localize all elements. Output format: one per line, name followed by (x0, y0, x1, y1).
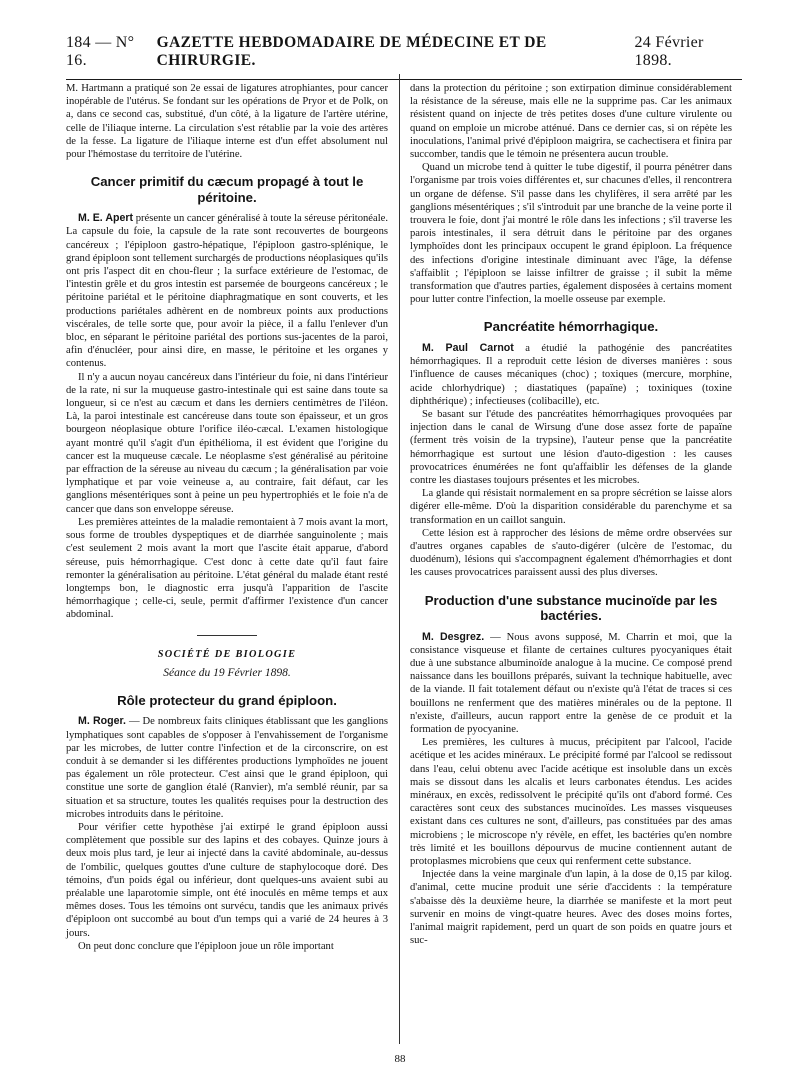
author-roger: M. Roger. (78, 715, 126, 728)
epiploon-continuation-2: Quand un microbe tend à quitter le tube digestif, il pourra pénétrer dans l'organisme par trois voies différentes et, sur chacunes d'elles, il rencontrera un organe de défense. S'il passe dans les chylifères, il sera arrêté par les ganglions mésentériques ; s'il s'introduit par une branche de la veine porte il trouvera le foie, dont j'ai montré le rôle dans les infections ; s'il traverse les parois intestinales, il sera détruit dans le péritoine par des organes lymphoïdes dont les principaux occupent le grand épiploon. La fréquence des infections d'origine intestinale diminuant avec l'âge, la défense s'affaiblit ; l'épiploon se laisse infiltrer de graisse ; il subit la même transformation que d'autres parties, également disposées à certains moment pour lutter contre l'infection, la moelle osseuse par exemple. (410, 162, 732, 306)
page-number: 88 (394, 1053, 406, 1065)
epiploon-paragraph-1 (66, 715, 388, 821)
page-issue-number: 184 — N° 16. (66, 34, 135, 69)
mucinoide-paragraph-1 (410, 631, 732, 737)
society-separator (197, 635, 257, 636)
pancreatite-paragraph-1-text: a étudié la pathogénie des pancréatites hémorrhagiques. Il a reproduit cette lésion de diverses manières : sous l'influence de causes mécaniques (choc) ; toxiques (mercure, morphine, acide chlorhydrique) ; diastatiques (papaïne) ; toxiniques (toxine diphthérique) ; infectieuses (colibacille), etc. (410, 342, 732, 407)
issue-date: 24 Février 1898. (634, 34, 704, 69)
epiploon-paragraph-1-text: — De nombreux faits cliniques établissant que les ganglions lymphatiques sont capables de s'opposer à l'envahissement de l'organisme par les microbes, de lutter contre l'infection et de la circonscrire, on est conduit à se demander si les différentes productions lymphoïdes ne jouent pas également un rôle protecteur. C'est ainsi que le grand épiploon, qui constitue une sorte de ganglion étalé (Ranvier), m'a semblé réunir, par sa situation et sa structure, toutes les qualités requises pour la destruction des microbes introduits dans le péritoine. (66, 716, 388, 820)
right-column (410, 82, 732, 947)
two-column-body (66, 74, 742, 1044)
hartmann-paragraph: M. Hartmann a pratiqué son 2e essai de ligatures atrophiantes, pour cancer inopérable de l'utérus. Se fondant sur les opérations de Pryor et de Polk, on a, dans ce second cas, substitué, d'un côté, à la ligature de l'artère utérine, celle de l'iliaque interne. La circulation s'est rétablie par la voie des artères de la fesse. La ligature de l'iliaque interne est d'un effet absolument nul pour l'hémostase du territoire de l'utérine. (66, 83, 388, 161)
left-column (66, 82, 388, 953)
column-divider (399, 74, 400, 1044)
mucinoide-paragraph-1-text: — Nous avons supposé, M. Charrin et moi, que la consistance visqueuse et filante de certaines cultures pyocyaniques était due à une substance albuminoïde analogue à la mucine. Ce composé prend naissance dans les bouillons préparés, suivant la technique habituelle, avec de la viande. Il fait totalement défaut ou n'existe qu'à l'état de traces si ces bouillons ne renferment que des matières minérales ou de la peptone. Il n'existe, d'ailleurs, aucun rapport entre la genèse de ce produit et la formation de pyocyanine. (410, 631, 732, 736)
cancer-paragraph-1 (66, 212, 388, 370)
epiploon-paragraph-3: On peut donc conclure que l'épiploon joue un rôle important (78, 940, 334, 952)
author-apert: M. E. Apert (78, 212, 133, 225)
journal-page (66, 34, 742, 952)
society-name: SOCIÉTÉ DE BIOLOGIE (157, 648, 297, 660)
session-date: Séance du 19 Février 1898. (163, 666, 291, 679)
epiploon-paragraph-2: Pour vérifier cette hypothèse j'ai extirpé le grand épiploon aussi complètement que possible sur des lapins et des cobayes. Quinze jours à deux mois plus tard, je leur ai injecté dans la cavité abdominale, au-dessus de l'ombilic, quelques gouttes d'une culture de staphylocoque doré. Des témoins, d'un poids égal ou inférieur, dont quelques-uns avaient subi au préalable une laparotomie simple, ont été inoculés en même temps et aux mêmes doses. Tous les témoins ont survécu, tandis que les animaux privés d'épiploon ont succombé au bout d'un temps qui a varié de 24 heures à 3 jours. (66, 822, 388, 939)
cancer-section-title: Cancer primitif du cæcum propagé à tout le péritoine. (90, 174, 364, 205)
mucinoide-paragraph-2: Les premières, les cultures à mucus, précipitent par l'alcool, l'acide acétique et les acides minéraux. Le précipité formé par l'alcool se redissout dans l'eau, celui obtenu avec l'acide acétique est insoluble dans un excès mais se dissout dans les alcalis et leurs carbonates étendus. Les acides minéraux, en excès, redissolvent le précipité qu'ils ont d'abord formé. Ces caractères sont ceux des substances mucinoïdes. Les masses visqueuses existant dans ces cultures ne sont, d'ailleurs, pas constituées par des amas microbiens ; le microscope n'y révèle, en effet, les bactéries qu'en nombre très limité et les bouillons dépourvus de mucine contiennent autant de protoplasmes microbiens que ceux qui renferment cette substance. (410, 737, 732, 868)
cancer-paragraph-2: Il n'y a aucun noyau cancéreux dans l'intérieur du foie, ni dans l'intérieur de la rate, ni sur la muqueuse gastro-intestinale qui est saine dans toute sa longueur, si ce n'est au cæcum et dans les derniers centimètres de l'iléon. Là, la paroi intestinale est cancéreuse dans toute son épaisseur, et un gros bourgeon néoplasique obture l'orifice iléo-cæcal. L'examen histologique ayant montré qu'il s'agit d'un épithélioma, il est évident que l'origine du cancer est la muqueuse cæcale. Le néoplasme s'est généralisé au péritoine par effraction de la séreuse au niveau du cæcum ; la généralisation par voie lymphatique et par voie veineuse a, au contraire, fait défaut, car les ganglions mésentériques sont à peine un peu hypertrophiés et le foie n'a de cancer que dans son enveloppe séreuse. (66, 371, 388, 515)
author-carnot: M. Paul Carnot (422, 341, 514, 354)
journal-title: GAZETTE HEBDOMADAIRE DE MÉDECINE ET DE CHIRURGIE. (156, 34, 547, 69)
cancer-paragraph-3: Les premières atteintes de la maladie remontaient à 7 mois avant la mort, sous forme de troubles dyspeptiques et de diarrhée sanguinolente ; mais c'est seulement 2 mois avant la mort que l'ascite était apparue, d'abord séreuse, puis hémorrhagique. C'est donc à cette date qu'il faut faire remonter la généralisation au péritoine. L'état général du malade étant resté longtemps bon, le diagnostic erra jusqu'à l'apparition de l'ascite hémorrhagique ; celle-ci, seule, permit d'affirmer l'existence d'un cancer abdominal. (66, 516, 388, 621)
epiploon-continuation-1: dans la protection du péritoine ; son extirpation diminue considérablement la résistance de la séreuse, mais elle ne la supprime pas. Car les animaux résistent quand on injecte de très petites doses d'une culture virulente ou quand on emploie un microbe atténué. Dans ce dernier cas, si on répète les inoculations, l'animal privé d'épiploon maigrira, se cachectisera et finira par succomber, tandis que le témoin ne présentera aucun trouble. (410, 83, 732, 161)
pancreatite-paragraph-3: La glande qui résistait normalement en sa propre sécrétion se laisse alors digérer elle-même. D'où la disparition considérable du parenchyme et sa transformation en un caillot sanguin. (410, 488, 732, 526)
pancreatite-paragraph-1 (410, 342, 732, 408)
running-head (66, 34, 742, 70)
pancreatite-section-title: Pancréatite hémorrhagique. (483, 319, 659, 335)
pancreatite-paragraph-4: Cette lésion est à rapprocher des lésions de même ordre observées sur d'autres organes capables de s'auto-digérer (ulcère de l'estomac, du duodénum), lésions qui s'accompagnent également d'hémorrhagies et dont les causes provocatrices paraissent aussi des plus diverses. (410, 527, 732, 579)
cancer-paragraph-1-text: présente un cancer généralisé à toute la séreuse péritonéale. La capsule du foie, la capsule de la rate sont recouvertes de bourgeons cancéreux ; l'épiploon gastro-hépatique, l'épiploon gastro-splénique, le grand épiploon sont tellement surchargés de productions néoplasiques qu'ils ont pris l'aspect dit en chou-fleur ; la surface extérieure de l'estomac, de l'intestin grêle et du gros intestin est parsemée de bourgeons cancéreux ; le péritoine pariétal et le péritoine diaphragmatique en sont couverts, et les productions pariétales adhèrent en de nombreux points aux productions viscérales, de telle sorte que, pour avoir la pièce, il a fallu l'enlever d'un bloc, en séparant le péritoine pariétal des portions sus-jacentes de la paroi, afin d'énucléer, pour ainsi dire, en masse, le péritoine et les organes y contenus. (66, 213, 388, 370)
author-desgrez: M. Desgrez. (422, 630, 485, 643)
pancreatite-paragraph-2: Se basant sur l'étude des pancréatites hémorrhagiques provoquées par injection dans le canal de Wirsung d'une dose assez forte de papaïne (ferment très voisin de la trypsine), l'auteur pense que la pancréatite hémorrhagique est surtout une lésion d'auto-digestion : les causes provocatrices énumérées ne font qu'affaiblir les défenses de la glande contre les diastases toujours présentes et les microbes. (410, 408, 732, 486)
epiploon-section-title: Rôle protecteur du grand épiploon. (117, 692, 337, 708)
mucinoide-paragraph-3: Injectée dans la veine marginale d'un lapin, à la dose de 0,15 par kilog. d'animal, cette mucine produit une série d'accidents : la température s'abaisse dès la deuxième heure, la diarrhée se manifeste et la mort peut survenir en moins de vingt-quatre heures. Avec des doses moins fortes, l'animal maigrit rapidement, perd un quart de son poids en quatre jours et suc- (410, 869, 732, 947)
mucinoide-section-title: Production d'une substance mucinoïde par les bactéries. (424, 592, 718, 624)
